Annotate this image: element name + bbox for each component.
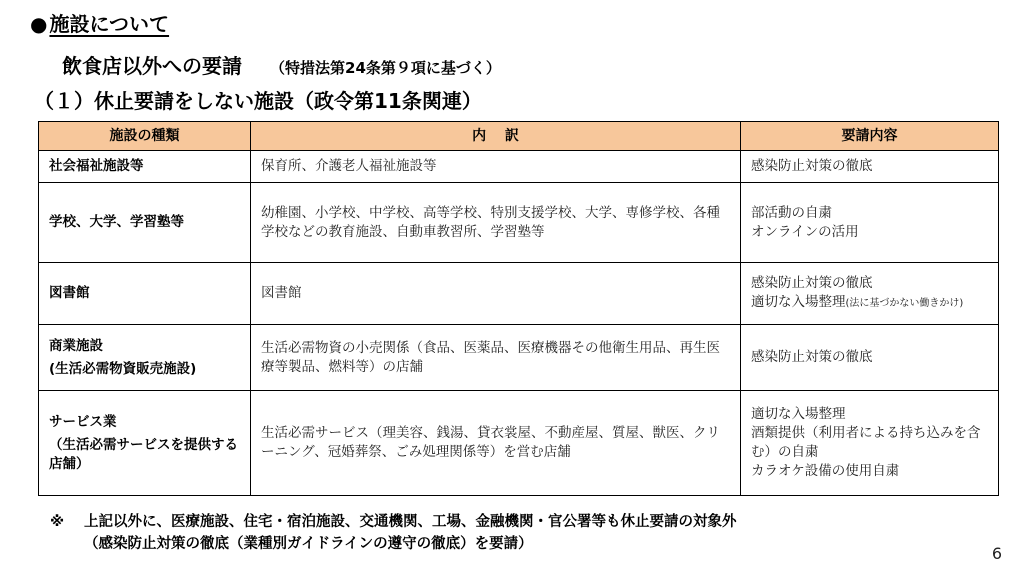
table-row <box>39 391 999 496</box>
row-category: サービス業 （生活必需サービスを提供する店舗） <box>39 391 251 496</box>
header-request: 要請内容 <box>741 122 999 151</box>
row-category: 商業施設 (生活必需物資販売施設) <box>39 325 251 391</box>
row-detail: 幼稚園、小学校、中学校、高等学校、特別支援学校、大学、専修学校、各種学校などの教育施設、自動車教習所、学習塾等 <box>251 183 741 263</box>
request-small-note: (法に基づかない働きかけ) <box>845 298 964 309</box>
table-header-row <box>39 122 999 151</box>
header-facility-type: 施設の種類 <box>39 122 251 151</box>
row-request: 感染防止対策の徹底 適切な入場整理(法に基づかない働きかけ) <box>741 263 999 325</box>
row-request: 感染防止対策の徹底 <box>741 325 999 391</box>
footnote-line-2: （感染防止対策の徹底（業種別ガイドラインの遵守の徹底）を要請） <box>84 536 533 552</box>
row-request: 感染防止対策の徹底 <box>741 151 999 183</box>
row-category: 社会福祉施設等 <box>39 151 251 183</box>
table-row <box>39 325 999 391</box>
subtitle <box>62 52 501 82</box>
footnote-line-1: 上記以外に、医療施設、住宅・宿泊施設、交通機関、工場、金融機関・官公署等も休止要請の対象外 <box>84 514 737 530</box>
header-details: 内 訳 <box>251 122 741 151</box>
section-title: （１）休止要請をしない施設（政令第11条関連） <box>34 89 482 113</box>
bullet-icon: ● <box>30 12 48 36</box>
facility-table <box>38 121 999 496</box>
row-detail: 保育所、介護老人福祉施設等 <box>251 151 741 183</box>
row-request: 部活動の自粛 オンラインの活用 <box>741 183 999 263</box>
table-row <box>39 183 999 263</box>
row-detail: 図書館 <box>251 263 741 325</box>
section-heading <box>30 10 169 38</box>
table-row <box>39 151 999 183</box>
row-request: 適切な入場整理 酒類提供（利用者による持ち込みを含む）の自粛 カラオケ設備の使用自粛 <box>741 391 999 496</box>
table-row <box>39 263 999 325</box>
row-detail: 生活必需サービス（理美容、銭湯、貸衣裳屋、不動産屋、質屋、獣医、クリーニング、冠婚葬祭、ごみ処理関係等）を営む店舗 <box>251 391 741 496</box>
subtitle-text: 飲食店以外への要請 <box>62 54 242 78</box>
footnote-mark: ※ <box>50 514 65 530</box>
page-number: 6 <box>991 544 1002 563</box>
row-category: 図書館 <box>39 263 251 325</box>
row-category: 学校、大学、学習塾等 <box>39 183 251 263</box>
subtitle-note: （特措法第24条第９項に基づく） <box>270 59 501 77</box>
footnote <box>50 511 737 555</box>
page-title: 施設について <box>49 12 170 36</box>
row-detail: 生活必需物資の小売関係（食品、医薬品、医療機器その他衛生用品、再生医療等製品、燃料等）の店舗 <box>251 325 741 391</box>
